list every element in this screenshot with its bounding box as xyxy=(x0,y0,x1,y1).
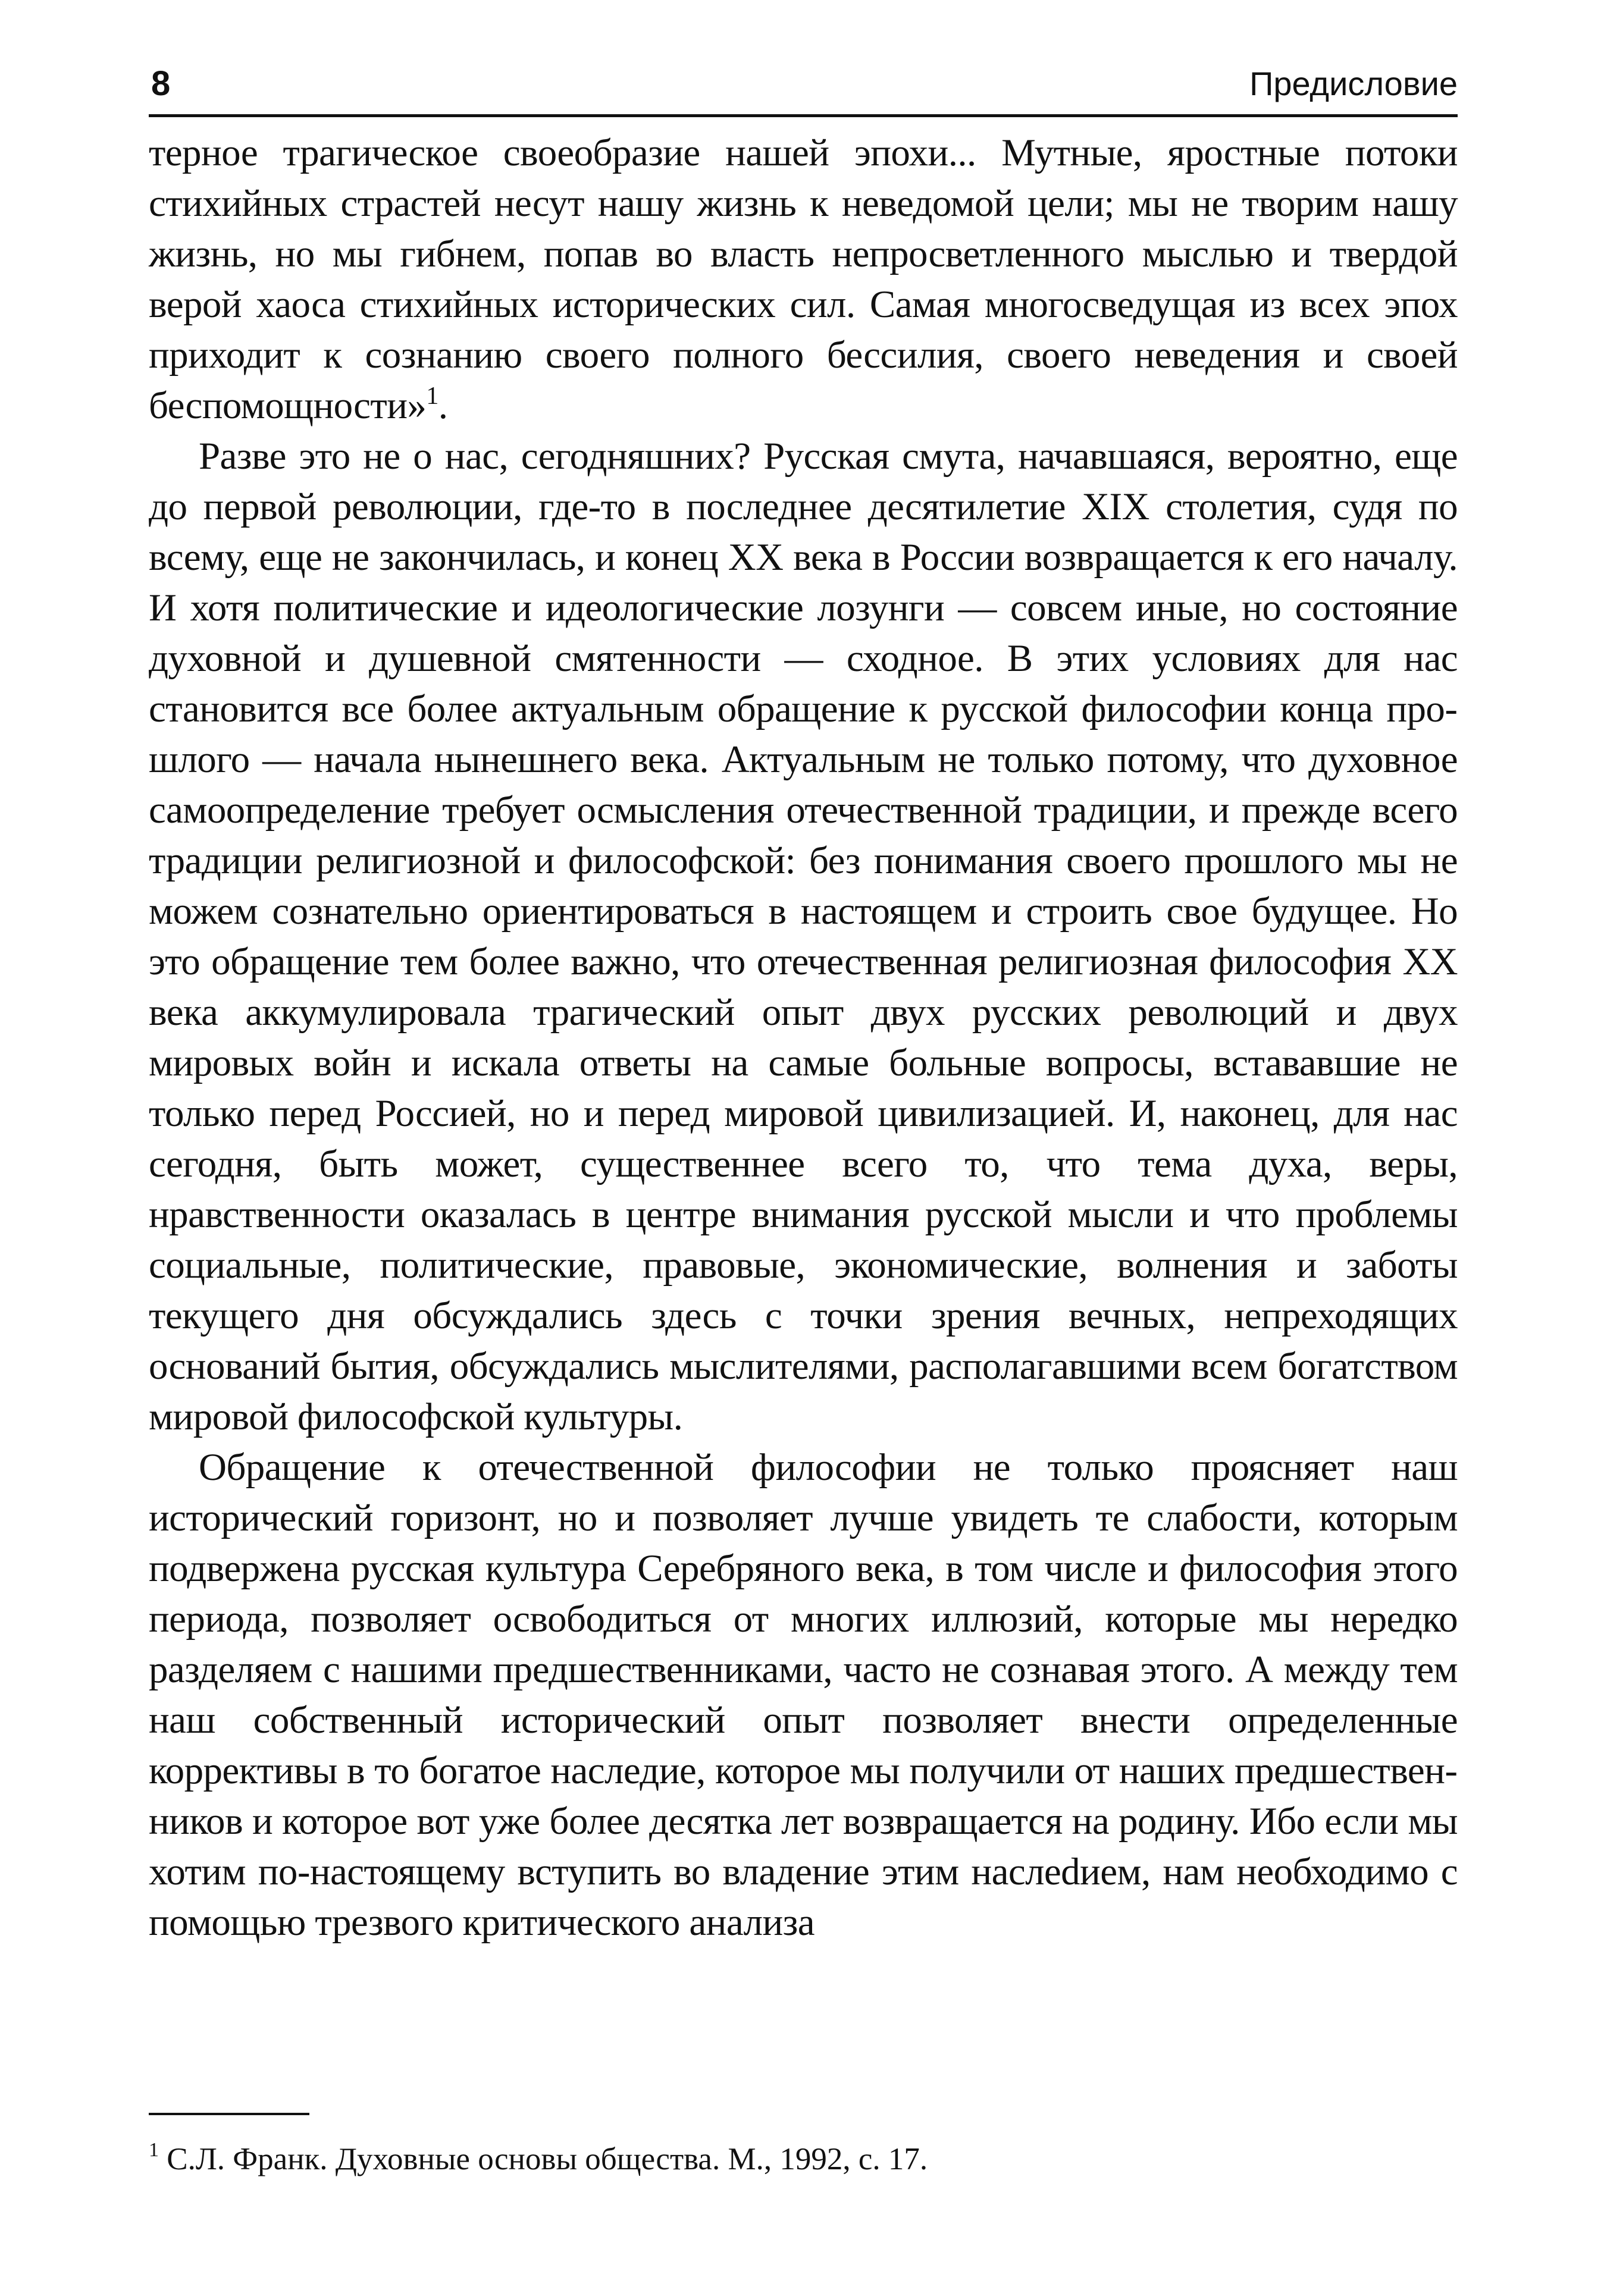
book-page xyxy=(149,59,1458,2260)
paragraph-2: Разве это не о нас, сегодняшних? Русская смута, начавшаяся, вероятно, еще до первой революции, где-то в последнее десятилетие XIX столетия, судя по всему, еще не закончилась, и конец XX века в России возвращается к его началу. И хотя политические и идеологические лозунги — совсем иные, но состояние духовной и душевной смятенности — сходное. В этих условиях для нас становится все более актуальным обращение к русской философии конца прошлого — начала нынешнего века. Актуальным не только потому, что духовное самоопределение требует осмысления отечественной традиции, и прежде всего традиции религиозной и философской: без понимания своего прошлого мы не можем сознательно ориентироваться в настоящем и строить свое будущее. Но это обращение тем более важно, что отечественная религиозная философия XX века аккумулировала трагический опыт двух русских революций и двух мировых войн и искала ответы на самые больные вопросы, встававшие не только перед Россией, но и перед мировой цивилизацией. И, наконец, для нас сегодня, быть может, существеннее всего то, что тема духа, веры, нравственности оказалась в центре внимания русской мысли и что проблемы социальные, политические, правовые, экономические, волнения и заботы текущего дня обсуждались здесь с точки зрения вечных, непреходящих оснований бытия, обсуждались мыслителями, располагавшими всем богатством мировой философской культуры. xyxy=(149,435,1458,1438)
footnote-reference[interactable]: 1 xyxy=(426,382,438,410)
footnote-divider xyxy=(149,2113,309,2115)
paragraph-1-text: терное трагическое своеобразие нашей эпохи... Мутные, яростные потоки стихийных страстей несут нашу жизнь к неведомой цели; мы не творим нашу жизнь, но мы гибнем, попав во власть непросветленного мыслью и твердой верой хаоса стихийных исторических сил. Самая многосведущая из всех эпох приходит к сознанию своего полного бессилия, своего неведения и своей беспомощности» xyxy=(149,131,1458,427)
footnote-number: 1 xyxy=(149,2139,159,2161)
section-title: Предисловие xyxy=(1249,65,1458,102)
paragraph-3: Обращение к отечественной философии не только проясняет наш исторический горизонт, но и позволяет лучше увидеть те слабости, которым подвержена русская культура Серебряного века, в том числе и философия этого периода, позволяет освободиться от многих иллюзий, которые мы нередко разделяем с нашими предшественниками, часто не сознавая этого. А между тем наш собственный исторический опыт позволяет внести определенные коррективы в то богатое наследие, которое мы получили от наших предшественников и которое вот уже более десятка лет возвращается на родину. Ибо если мы хотим по-настоящему вступить во владение этим наслеdием, нам необходимо с помощью трезвого критического анализа xyxy=(149,1446,1458,1944)
footnote xyxy=(149,2138,1458,2180)
footnote-text: С.Л. Франк. Духовные основы общества. М., 1992, с. 17. xyxy=(167,2142,928,2176)
main-text xyxy=(149,128,1458,1948)
page-number: 8 xyxy=(151,64,171,103)
paragraph-1-end: . xyxy=(438,384,448,427)
paragraph-1 xyxy=(149,128,1458,431)
running-header xyxy=(149,59,1458,117)
